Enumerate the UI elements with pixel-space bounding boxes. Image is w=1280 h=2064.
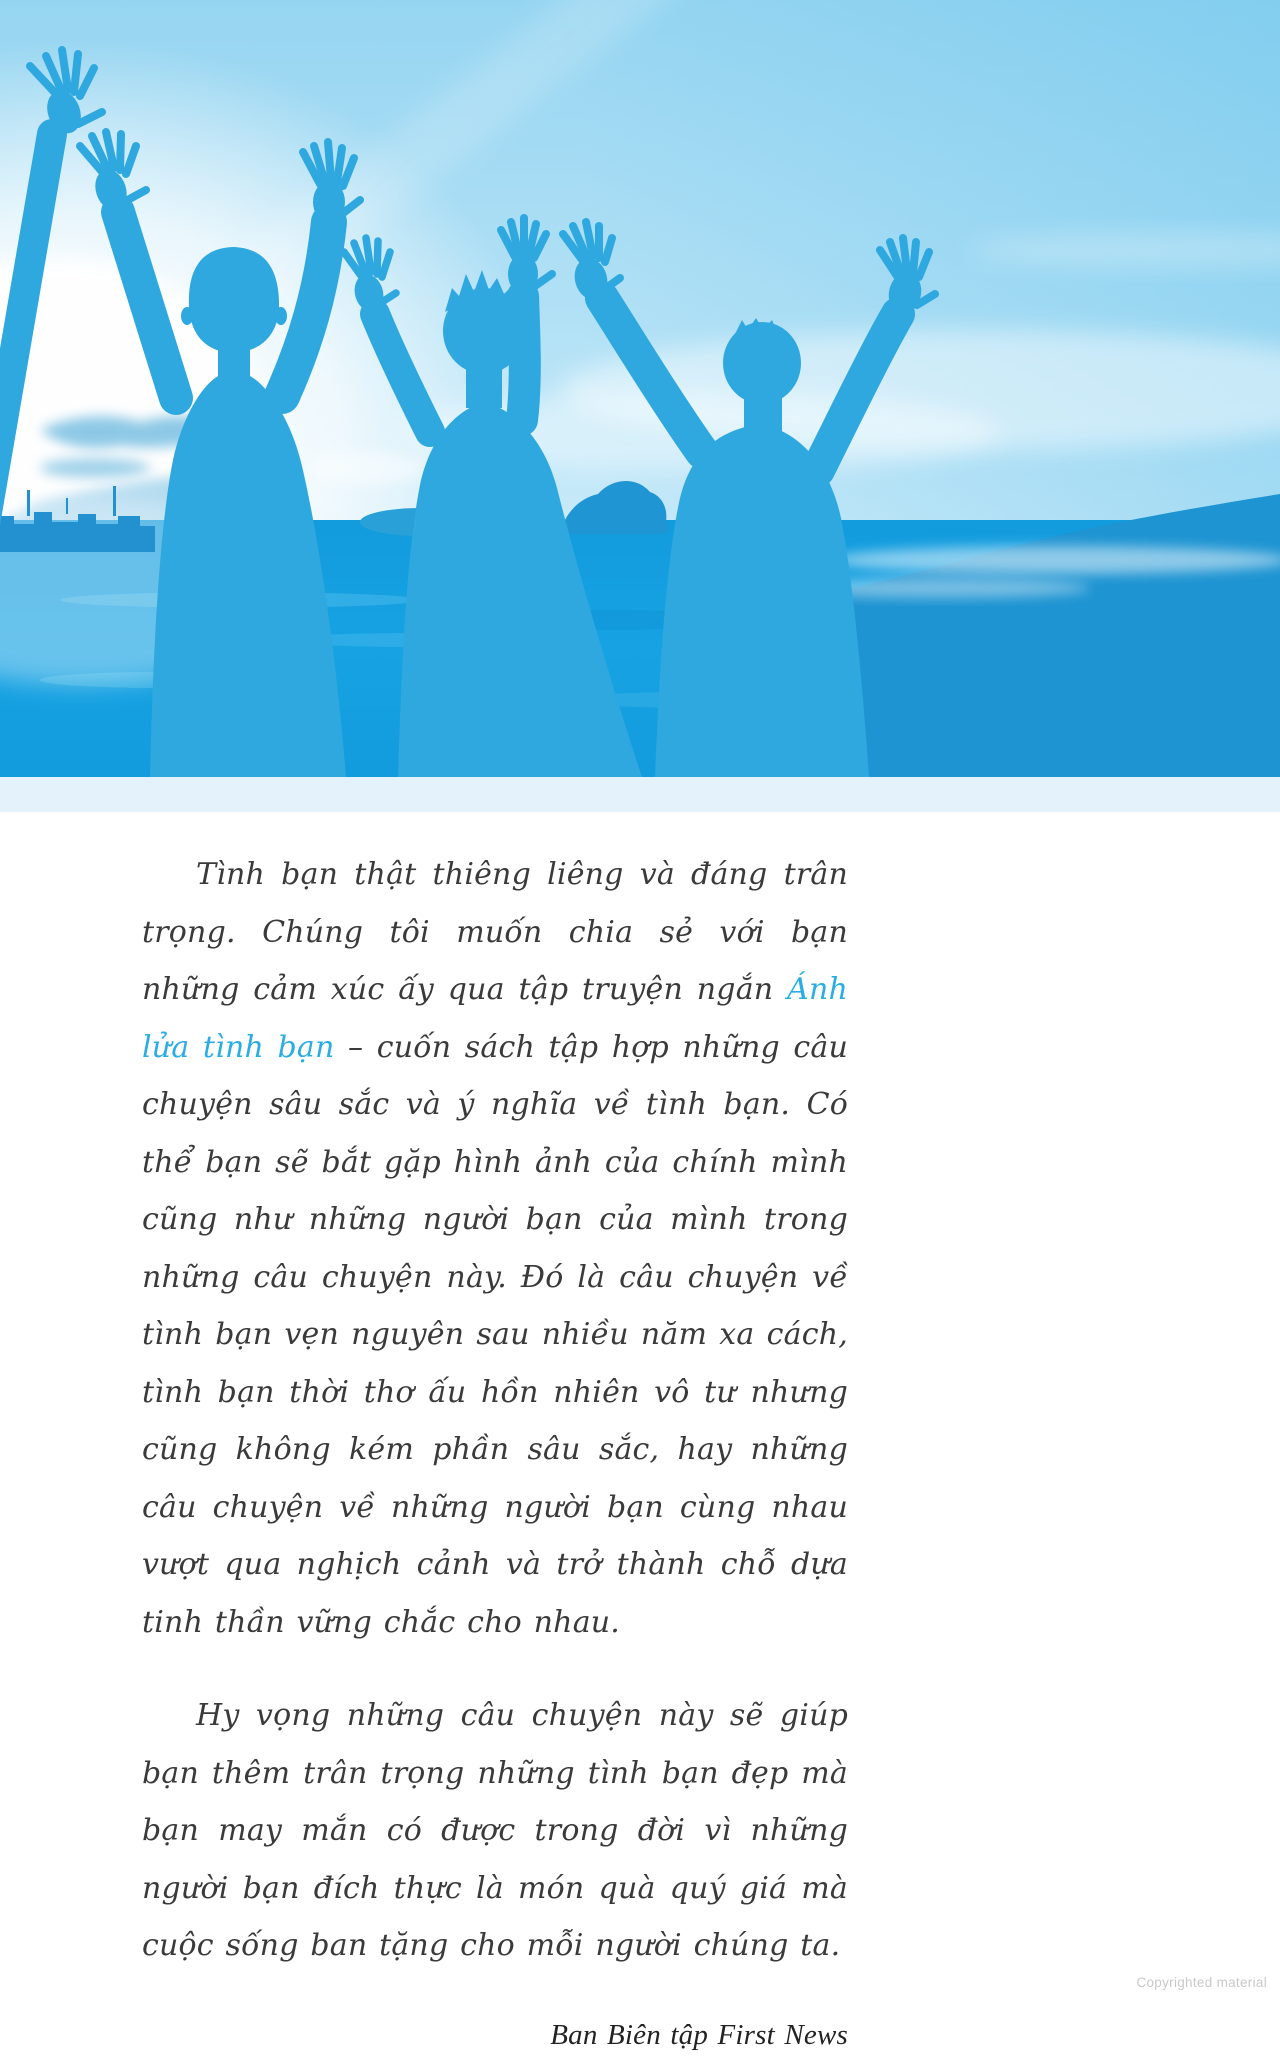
signature: Ban Biên tập First News bbox=[142, 2007, 848, 2064]
cloud-streak bbox=[830, 546, 1280, 574]
intro-paragraph-2 bbox=[142, 1687, 848, 1975]
copyright-watermark: Copyrighted material bbox=[1136, 1975, 1267, 1990]
book-title-highlight: Ánh lửa tình bạn bbox=[142, 972, 848, 1065]
hero-bottom-strip bbox=[0, 777, 1280, 812]
paragraph-1-text-after: – cuốn sách tập hợp những câu chuyện sâu sắc và ý nghĩa về tình bạn. Có thể bạn sẽ bắt gặp hình ảnh của chính mình cũng như những người bạn của mình trong những câu chuyện này. Đó là câu chuyện về tình bạn vẹn nguyên sau nhiều năm xa cách, tình bạn thời thơ ấu hồn nhiên vô tư nhưng cũng không kém phần sâu sắc, hay những câu chuyện về những người bạn cùng nhau vượt qua nghịch cảnh và trở thành chỗ dựa tinh thần vững chắc cho nhau. bbox=[142, 1030, 848, 1640]
intro-text-block bbox=[142, 846, 848, 2064]
friends-raised-hands-illustration bbox=[0, 0, 1280, 777]
paragraph-1-text-before: Tình bạn thật thiêng liêng và đáng trân trọng. Chúng tôi muốn chia sẻ với bạn những cảm xúc ấy qua tập truyện ngắn bbox=[142, 857, 848, 1007]
hero-image bbox=[0, 0, 1280, 777]
paragraph-2-text: Hy vọng những câu chuyện này sẽ giúp bạn thêm trân trọng những tình bạn đẹp mà bạn may mắn có được trong đời vì những người bạn đích thực là món quà quý giá mà cuộc sống ban tặng cho mỗi người chúng ta. bbox=[142, 1698, 848, 1963]
intro-paragraph-1 bbox=[142, 846, 848, 1651]
